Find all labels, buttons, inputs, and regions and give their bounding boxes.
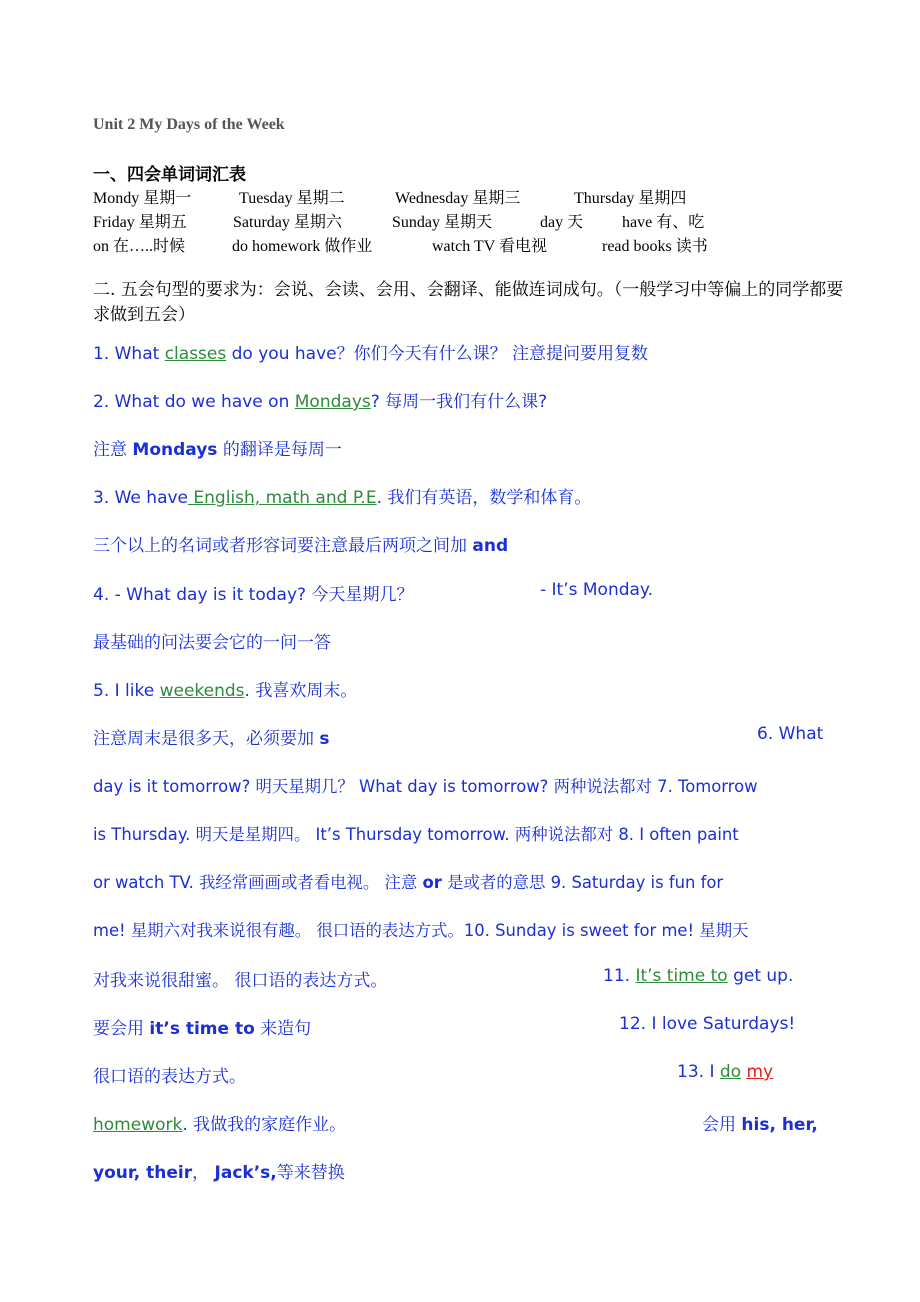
sentence-11 [603,966,793,986]
sentence-6-start: 6. What [757,724,824,744]
run-line-4: me! 星期六对我来说很有趣。 很口语的表达方式。10. Sunday is sweet for me! 星期天 [93,921,749,940]
highlight-word: It’s time to [635,966,728,986]
vocab-word: Saturday 星期六 [233,214,342,231]
highlight-word: English, math and P.E [188,488,377,508]
text: 要会用 [93,1019,150,1039]
text: or watch TV. 我经常画画或者看电视。 注意 [93,873,423,892]
vocab-word: day 天 [540,214,584,231]
text: 5. I like [93,681,160,701]
sentence-2 [93,387,547,412]
note-5 [93,724,330,749]
vocab-word: Friday 星期五 [93,214,187,231]
sentence-13 [677,1062,773,1082]
text: get up. [727,966,794,986]
note-3 [93,531,508,556]
run-line-5: 对我来说很甜蜜。 很口语的表达方式。 [93,971,388,991]
text: ， [192,1163,215,1183]
text: . 我喜欢周末。 [244,681,358,701]
text: 11. [603,966,636,986]
bold-word: his, her, [741,1115,818,1135]
text: 来造句 [254,1019,312,1039]
note-2 [93,435,342,460]
text: 注意 [93,440,133,460]
run-line-2: is Thursday. 明天是星期四。 It’s Thursday tomorrow. 两种说法都对 8. I often paint [93,825,739,844]
page-title: Unit 2 My Days of the Week [93,116,285,133]
highlight-word: Mondays [294,392,371,412]
note-12: 很口语的表达方式。 [93,1067,246,1087]
text: 3. We have [93,488,189,508]
sentence-5 [93,676,357,701]
text: do you have？你们今天有什么课？ 注意提问要用复数 [226,344,648,364]
sentence-13-cont [93,1110,346,1135]
vocab-word: have 有、吃 [622,214,705,231]
note-13-cont [93,1158,345,1183]
sentence-3 [93,483,591,508]
text: ? 每周一我们有什么课? [370,392,548,412]
text: 是或者的意思 9. Saturday is fun for [441,873,724,892]
bold-word: s [319,729,330,749]
run-line-1: day is it tomorrow? 明天星期几？ What day is tomorrow? 两种说法都对 7. Tomorrow [93,777,758,796]
bold-word: Mondays [132,440,218,460]
text: . 我们有英语，数学和体育。 [376,488,592,508]
note-13 [702,1110,818,1135]
vocab-word: Tuesday 星期二 [239,190,345,207]
text: 1. What [93,344,165,364]
bold-word: and [472,536,509,556]
vocab-word: watch TV 看电视 [432,238,547,255]
text: 三个以上的名词或者形容词要注意最后两项之间加 [93,536,473,556]
vocab-word: Wednesday 星期三 [395,190,521,207]
highlight-word: homework [93,1115,183,1135]
vocab-word: do homework 做作业 [232,238,373,255]
note-4: 最基础的问法要会它的一问一答 [93,633,331,653]
text: 的翻译是每周一 [217,440,342,460]
sentence-4-question: 4. - What day is it today? 今天星期几？ [93,585,414,605]
highlight-word-red: my [746,1062,774,1082]
text: 会用 [702,1115,742,1135]
bold-word: it’s time to [149,1019,255,1039]
highlight-word: do [719,1062,742,1082]
sentence-4-answer: - It’s Monday. [540,580,653,600]
bold-word: or [422,873,442,892]
text: 2. What do we have on [93,392,295,412]
sentence-1 [93,339,648,364]
sentence-12: 12. I love Saturdays! [619,1014,796,1034]
bold-word: your, their [93,1163,193,1183]
section2-heading: 二. 五会句型的要求为：会说、会读、会用、会翻译、能做连词成句。（一般学习中等偏上的同学都要求做到五会） [93,280,844,325]
vocab-word: Thursday 星期四 [574,190,687,207]
vocab-word: Sunday 星期天 [392,214,493,231]
vocab-word: Mondy 星期一 [93,190,192,207]
vocab-word: on 在…..时候 [93,238,186,255]
bold-word: Jack’s, [214,1163,277,1183]
text: 等来替换 [276,1163,345,1183]
section1-heading: 一、四会单词词汇表 [93,165,246,185]
vocab-row-1 [93,185,686,208]
vocab-row-2 [93,209,704,232]
note-11 [93,1014,311,1039]
text: 13. I [677,1062,720,1082]
highlight-word: classes [164,344,227,364]
vocab-word: read books 读书 [602,238,708,255]
run-line-3 [93,869,723,893]
text: . 我做我的家庭作业。 [182,1115,347,1135]
vocab-row-3 [93,233,708,256]
text: 注意周末是很多天，必须要加 [93,729,320,749]
highlight-word: weekends [159,681,245,701]
